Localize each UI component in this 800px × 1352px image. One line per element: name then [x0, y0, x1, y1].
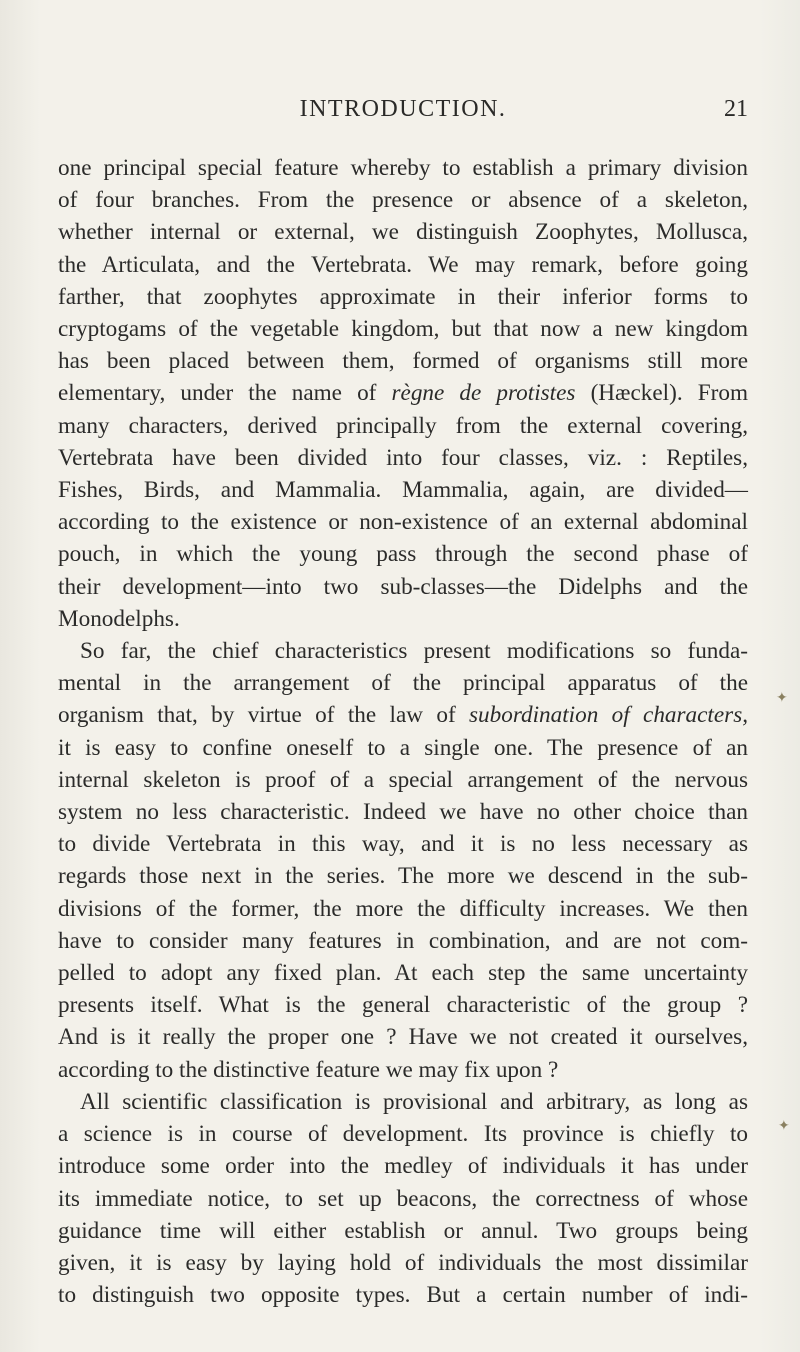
text-line: introduce some order into the medley of individuals it has under	[58, 1153, 748, 1180]
text-line: its immediate notice, to set up beacons, the correctness of whose	[58, 1185, 748, 1212]
text-segment: organism that, by virtue of the law of	[58, 702, 470, 729]
paragraph-3	[58, 1086, 748, 1118]
page-number: 21	[724, 96, 748, 122]
text-line: to distinguish two opposite types. But a certain number of indi-	[58, 1282, 748, 1309]
text-line: a science is in course of development. Its province is chiefly to	[58, 1121, 748, 1148]
text-line: presents itself. What is the general characteristic of the group ?	[58, 992, 748, 1019]
text-line: Monodelphs.	[58, 605, 180, 632]
text-line: given, it is easy by laying hold of individuals the most dissimilar	[58, 1249, 748, 1276]
text-line: one principal special feature whereby to establish a primary division	[58, 155, 748, 181]
text-line: it is easy to confine oneself to a single one. The presence of an	[58, 734, 748, 761]
italic-term: subordination of characters,	[469, 702, 749, 729]
text-line: whether internal or external, we distinguish Zoophytes, Mollusca,	[58, 219, 748, 246]
text-line: system no less characteristic. Indeed we have no other choice than	[58, 799, 748, 826]
text-line: mental in the arrangement of the principal apparatus of the	[58, 670, 748, 697]
text-line: have to consider many features in combination, and are not com-	[58, 927, 748, 954]
text-line	[58, 377, 748, 409]
text-line: internal skeleton is proof of a special arrangement of the nervous	[58, 766, 748, 793]
text-line: many characters, derived principally from the external covering,	[58, 412, 748, 439]
text-line: their development—into two sub-classes—the Didelphs and the	[58, 573, 748, 600]
text-line: All scientific classification is provisional and arbitrary, as long as	[80, 1088, 748, 1115]
page-header	[58, 96, 748, 132]
text-segment: (Hæckel). From	[575, 380, 749, 407]
italic-term: règne de protistes	[391, 380, 576, 407]
text-line: guidance time will either establish or annul. Two groups being	[58, 1217, 748, 1244]
paragraph-2	[58, 635, 748, 667]
margin-mark: ✦	[778, 1118, 790, 1134]
text-line: And is it really the proper one ? Have we not created it ourselves,	[58, 1024, 748, 1051]
text-line	[58, 699, 748, 731]
text-line: regards those next in the series. The more we descend in the sub-	[58, 863, 748, 890]
text-line: of four branches. From the presence or absence of a skeleton,	[58, 187, 748, 214]
text-segment: elementary, under the name of	[58, 380, 392, 407]
paragraph-3-cont	[58, 1118, 748, 1311]
body-text	[58, 152, 748, 1311]
text-line: according to the distinctive feature we may fix upon ?	[58, 1056, 559, 1083]
text-line: Fishes, Birds, and Mammalia. Mammalia, again, are divided—	[58, 477, 748, 504]
text-line: cryptogams of the vegetable kingdom, but that now a new kingdom	[58, 316, 748, 343]
margin-mark: ✦	[776, 690, 788, 706]
paragraph-1	[58, 152, 748, 635]
text-line: the Articulata, and the Vertebrata. We may remark, before going	[58, 251, 748, 278]
text-line: has been placed between them, formed of organisms still more	[58, 348, 748, 375]
text-line: pelled to adopt any fixed plan. At each step the same uncertainty	[58, 960, 748, 987]
text-line: divisions of the former, the more the difficulty increases. We then	[58, 895, 748, 922]
running-title: INTRODUCTION.	[299, 96, 507, 122]
text-line: So far, the chief characteristics present modifications so funda-	[80, 638, 748, 665]
text-line: pouch, in which the young pass through the second phase of	[58, 541, 748, 568]
text-line: farther, that zoophytes approximate in their inferior forms to	[58, 283, 748, 310]
paragraph-2-cont	[58, 667, 748, 1086]
text-line: according to the existence or non-existence of an external abdominal	[58, 509, 748, 536]
text-line: Vertebrata have been divided into four classes, viz. : Reptiles,	[58, 444, 748, 471]
text-line: to divide Vertebrata in this way, and it is no less necessary as	[58, 831, 748, 858]
